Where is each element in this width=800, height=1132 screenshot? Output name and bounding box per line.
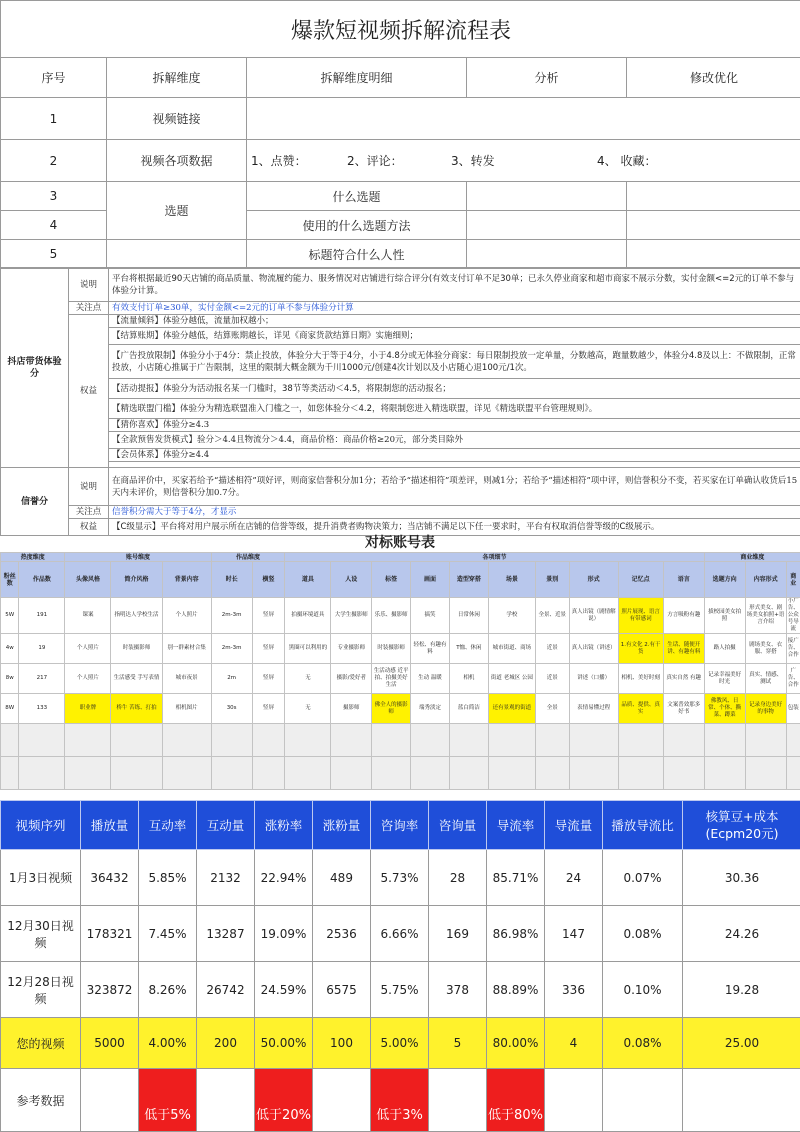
bench-cell: 相机图片 [162, 694, 211, 724]
bench-header: 内容形式 [745, 562, 786, 598]
group-work: 作品维度 [211, 553, 285, 562]
flow-header-analysis: 分析 [467, 58, 627, 98]
perf-cell: 12月28日视频 [1, 962, 81, 1018]
bench-header: 道具 [285, 562, 331, 598]
bench-cell: 竖屏 [252, 598, 285, 634]
reference-interaction-warning: 低于5% [139, 1069, 197, 1132]
reference-cell [545, 1069, 603, 1132]
bench-cell: 课案 [65, 598, 111, 634]
empty-cell[interactable] [569, 724, 618, 757]
bench-cell: 5W [1, 598, 19, 634]
bench-header: 粉丝数 [1, 562, 19, 598]
bench-cell: 8W [1, 694, 19, 724]
bench-row [1, 634, 800, 664]
rights-item: 【广告投放限制】体验分小于4分：禁止投放，体验分大于等于4分，小于4.8分或无体验分商家：每日限制投放一定单量，分数越高，跑量数越少，体验分4.8及以上：不做限制，正常投放，小店随心推属于广告限制，这里的限制大概金额为千川1000元/创建4次计划以及小店随心退100元/1次。 [109, 345, 800, 379]
your-video-cell: 5.00% [371, 1018, 429, 1069]
bench-header: 时长 [211, 562, 252, 598]
perf-cell: 2132 [197, 850, 255, 906]
empty-cell[interactable] [786, 724, 800, 757]
bench-cell: 1.有文化 2.有干货 [618, 634, 663, 664]
perf-cell: 19.28 [683, 962, 800, 1018]
empty-cell[interactable] [488, 757, 535, 790]
perf-cell: 147 [545, 906, 603, 962]
empty-cell[interactable] [411, 724, 450, 757]
flow-row-dimension [107, 240, 247, 269]
flow-header-optimize: 修改优化 [627, 58, 800, 98]
category-credit-score: 信誉分 [1, 468, 69, 536]
bench-cell: 讲述（口播） [569, 664, 618, 694]
perf-cell: 24 [545, 850, 603, 906]
empty-cell[interactable] [745, 757, 786, 790]
your-video-cell: 5000 [81, 1018, 139, 1069]
perf-cell: 5.75% [371, 962, 429, 1018]
perf-cell: 6575 [313, 962, 371, 1018]
empty-cell[interactable] [65, 724, 111, 757]
description-text: 在商品评价中，买家若给予“描述相符”项好评，则商家信誉积分加1分；若给予“描述相符”项差评，则减1分；若给予“描述相符”项中评，则信誉积分不变，若买家在订单确认收货后15天内未评价，则信誉积分加0.7分。 [109, 468, 800, 506]
empty-cell[interactable] [449, 724, 488, 757]
optimize-cell[interactable] [627, 211, 800, 240]
empty-cell[interactable] [285, 757, 331, 790]
bench-cell: 竖屏 [252, 694, 285, 724]
empty-cell[interactable] [618, 724, 663, 757]
empty-cell[interactable] [411, 757, 450, 790]
reference-cell [81, 1069, 139, 1132]
bench-cell: 无 [285, 694, 331, 724]
bench-cell: 近景 [535, 664, 569, 694]
bench-cell: 19 [19, 634, 65, 664]
perf-header: 导流率 [487, 801, 545, 850]
empty-cell[interactable] [569, 757, 618, 790]
bench-cell: 217 [19, 664, 65, 694]
flow-row-no: 4 [1, 211, 107, 240]
your-video-cell: 4.00% [139, 1018, 197, 1069]
reference-cell [313, 1069, 371, 1132]
bench-header: 简介风格 [111, 562, 162, 598]
empty-cell[interactable] [211, 724, 252, 757]
empty-cell[interactable] [65, 757, 111, 790]
bench-cell: 个人照片 [65, 634, 111, 664]
bench-cell: 时装摄影师 [111, 634, 162, 664]
empty-cell[interactable] [162, 724, 211, 757]
perf-cell: 169 [429, 906, 487, 962]
analysis-cell[interactable] [467, 182, 627, 211]
bench-cell: 城市夜景 [162, 664, 211, 694]
reference-follow-warning: 低于20% [255, 1069, 313, 1132]
bench-cell: 30s [211, 694, 252, 724]
perf-cell: 0.10% [603, 962, 683, 1018]
empty-cell[interactable] [449, 757, 488, 790]
perf-header: 咨询率 [371, 801, 429, 850]
perf-header: 播放量 [81, 801, 139, 850]
flow-row-no: 1 [1, 98, 107, 140]
bench-cell: 表情易懂过程 [569, 694, 618, 724]
perf-cell: 13287 [197, 906, 255, 962]
bench-header: 场景 [488, 562, 535, 598]
bench-cell: 191 [19, 598, 65, 634]
bench-cell: 真人出镜（讲述） [569, 634, 618, 664]
bench-header: 标签 [372, 562, 411, 598]
bench-cell: 记录幸福美好时光 [704, 664, 745, 694]
perf-cell: 26742 [197, 962, 255, 1018]
perf-cell: 336 [545, 962, 603, 1018]
bench-cell: 佛教风、日常、个体、撕菜、蹲菜 [704, 694, 745, 724]
empty-cell[interactable] [252, 724, 285, 757]
bench-cell: 文案普效那多好书 [663, 694, 704, 724]
empty-cell[interactable] [704, 757, 745, 790]
perf-cell: 0.07% [603, 850, 683, 906]
bench-cell: 真人出镜（剧情解说） [569, 598, 618, 634]
flow-row-detail: 使用的什么选题方法 [247, 211, 467, 240]
perf-header: 涨粉率 [255, 801, 313, 850]
perf-cell: 88.89% [487, 962, 545, 1018]
perf-cell: 24.26 [683, 906, 800, 962]
reference-consult-warning: 低于3% [371, 1069, 429, 1132]
rights-item: 【结算账期】体验分越低，结算账期越长，详见《商家货款结算日期》实施细则； [109, 328, 800, 345]
bench-cell: 轻松、有趣有料 [411, 634, 450, 664]
perf-cell: 323872 [81, 962, 139, 1018]
bench-header: 头像风格 [65, 562, 111, 598]
empty-cell[interactable] [786, 757, 800, 790]
flow-row-detail: 什么选题 [247, 182, 467, 211]
video-link-cell[interactable] [247, 98, 800, 140]
rules-table-section [0, 267, 800, 535]
perf-row [1, 962, 800, 1018]
analysis-cell[interactable] [467, 211, 627, 240]
perf-cell: 36432 [81, 850, 139, 906]
bench-cell: 日常休闲 [449, 598, 488, 634]
empty-cell[interactable] [162, 757, 211, 790]
empty-cell[interactable] [535, 724, 569, 757]
perf-cell: 24.59% [255, 962, 313, 1018]
your-video-cell: 4 [545, 1018, 603, 1069]
rights-item: 【流量倾斜】体验分越低，流量加权越小； [109, 315, 800, 328]
bench-cell: 生话、随便开讲、有趣有料 [663, 634, 704, 664]
bench-cell: 佛全人的摄影师 [372, 694, 411, 724]
your-video-cell: 200 [197, 1018, 255, 1069]
empty-cell[interactable] [372, 724, 411, 757]
rights-item: 【活动提报】体验分为活动报名某一门槛时，38节等类活动＜4.5，将限制您的活动报名； [109, 379, 800, 399]
bench-cell: 真实、情感、测试 [745, 664, 786, 694]
bench-row [1, 598, 800, 634]
bench-header: 选题方向 [704, 562, 745, 598]
bench-cell: 指明达人学校生活 [111, 598, 162, 634]
bench-header: 造型穿搭 [449, 562, 488, 598]
bench-header: 背景内容 [162, 562, 211, 598]
group-detail: 各项细节 [285, 553, 704, 562]
group-heat: 热度维度 [1, 553, 65, 562]
bench-cell: 相机、美好时刻 [618, 664, 663, 694]
perf-cell: 86.98% [487, 906, 545, 962]
reference-cell [683, 1069, 800, 1132]
rights-item: 【C级显示】平台将对用户展示所在店铺的信誉等级，提升消费者购物决策力；当店铺不满足以下任一要求时，平台有权取消信誉等级的C级展示。 [109, 519, 800, 536]
bench-cell: 街道 老城区 公园 [488, 664, 535, 694]
reference-cell [603, 1069, 683, 1132]
perf-cell: 0.08% [603, 906, 683, 962]
empty-cell[interactable] [285, 724, 331, 757]
flow-table-section [0, 0, 800, 267]
bench-cell: 近景 [535, 634, 569, 664]
bench-cell: 全景、近景 [535, 598, 569, 634]
your-video-row [1, 1018, 800, 1069]
empty-cell[interactable] [19, 724, 65, 757]
bench-cell: 桥牛 苦练、打拍 [111, 694, 162, 724]
empty-cell[interactable] [111, 757, 162, 790]
comments-label: 2、评论： [347, 152, 451, 169]
flow-row-no: 5 [1, 240, 107, 269]
bench-cell: 生活动感 近平拍、拍摄美好生活 [372, 664, 411, 694]
perf-cell: 85.71% [487, 850, 545, 906]
bench-cell: 学校 [488, 598, 535, 634]
optimize-cell[interactable] [627, 182, 800, 211]
reference-cell [429, 1069, 487, 1132]
description-text: 平台将根据最近90天店铺的商品质量、物流履约能力、服务情况对店铺进行综合评分(有效支付订单不足30单；已永久停业商家和超市商家不展示分数，实付金额<=2元的订单不参与体验分计算。 [109, 268, 800, 302]
bench-cell: T恤、休闲 [449, 634, 488, 664]
rules-table [0, 267, 800, 536]
bench-header: 画面 [411, 562, 450, 598]
bench-header: 人设 [331, 562, 372, 598]
focus-text: 信誉积分需大于等于4分，才显示 [109, 506, 800, 519]
bench-header: 景别 [535, 562, 569, 598]
bench-cell: 接广告、合作 [786, 634, 800, 664]
perf-cell: 5.73% [371, 850, 429, 906]
bench-cell: 摄影/爱好者 [331, 664, 372, 694]
perf-cell: 5.85% [139, 850, 197, 906]
perf-cell: 19.09% [255, 906, 313, 962]
perf-row [1, 906, 800, 962]
perf-header: 导流量 [545, 801, 603, 850]
bench-cell: 个人照片 [65, 664, 111, 694]
bench-cell: 包装 [786, 694, 800, 724]
perf-cell: 8.26% [139, 962, 197, 1018]
empty-cell[interactable] [618, 757, 663, 790]
perf-cell: 1月3日视频 [1, 850, 81, 906]
category-experience-score: 抖店带货体验分 [1, 268, 69, 468]
your-video-cell: 您的视频 [1, 1018, 81, 1069]
bench-cell: 路人拍摄 [704, 634, 745, 664]
benchmark-section [0, 535, 800, 800]
empty-cell[interactable] [704, 724, 745, 757]
sub-focus: 关注点 [69, 302, 109, 315]
performance-section [0, 800, 800, 1067]
bench-cell: 蓝白简洁 [449, 694, 488, 724]
rights-item: 【猜你喜欢】体验分≥4.3 [109, 419, 800, 432]
bench-cell: 剧场美女、衣服、穿搭 [745, 634, 786, 664]
perf-cell: 7.45% [139, 906, 197, 962]
bench-cell: 摄影师 [331, 694, 372, 724]
bench-cell: 拍摄环境道具 [285, 598, 331, 634]
bench-cell: 竖屏 [252, 664, 285, 694]
group-account: 账号维度 [65, 553, 211, 562]
perf-cell: 30.36 [683, 850, 800, 906]
rights-item: 【精选联盟门槛】体验分为精选联盟准入门槛之一，如您体验分＜4.2，将限制您进入精选联盟，详见《精选联盟平台管理规则》。 [109, 399, 800, 419]
reference-label: 参考数据 [1, 1069, 81, 1132]
your-video-cell: 5 [429, 1018, 487, 1069]
reference-cell [197, 1069, 255, 1132]
empty-cell[interactable] [745, 724, 786, 757]
bench-row [1, 664, 800, 694]
bench-cell: 时装摄影师 [372, 634, 411, 664]
empty-cell[interactable] [211, 757, 252, 790]
empty-cell[interactable] [331, 757, 372, 790]
reference-diversion-warning: 低于80% [487, 1069, 545, 1132]
bench-cell: 拔校园美女拍照 [704, 598, 745, 634]
bench-cell: 相机 [449, 664, 488, 694]
bench-cell: 端秀淡定 [411, 694, 450, 724]
bench-cell: 大学生摄影师 [331, 598, 372, 634]
flow-row-no: 2 [1, 140, 107, 182]
flow-row-no: 3 [1, 182, 107, 211]
perf-cell: 28 [429, 850, 487, 906]
bench-cell: 4w [1, 634, 19, 664]
empty-cell[interactable] [331, 724, 372, 757]
focus-text: 有效支付订单≥30单，实付金额<=2元的订单不参与体验分计算 [109, 302, 800, 315]
bench-header: 记忆点 [618, 562, 663, 598]
bench-cell: 别一群素材合集 [162, 634, 211, 664]
bench-cell: 方言吸粉有趣 [663, 598, 704, 634]
empty-cell[interactable] [488, 724, 535, 757]
bench-header: 横竖 [252, 562, 285, 598]
bench-cell: 还有景观的街道 [488, 694, 535, 724]
bench-cell: 个人照片 [162, 598, 211, 634]
bench-header: 商业 [786, 562, 800, 598]
perf-cell: 489 [313, 850, 371, 906]
flow-row-dimension: 视频链接 [107, 98, 247, 140]
perf-header: 播放导流比 [603, 801, 683, 850]
bench-cell: 竖屏 [252, 634, 285, 664]
bench-cell: 2m-3m [211, 634, 252, 664]
bench-cell: 职业牌 [65, 694, 111, 724]
bench-cell: 生动 温暖 [411, 664, 450, 694]
benchmark-title: 对标账号表 [0, 535, 800, 552]
your-video-cell: 100 [313, 1018, 371, 1069]
bench-cell: 小广告、公众号导流 [786, 598, 800, 634]
shares-label: 3、转发 [451, 152, 597, 169]
flow-row-detail: 标题符合什么人性 [247, 240, 467, 269]
empty-cell[interactable] [535, 757, 569, 790]
group-business: 商业维度 [704, 553, 800, 562]
flow-header-no: 序号 [1, 58, 107, 98]
flow-table [0, 0, 800, 269]
bench-header: 形式 [569, 562, 618, 598]
flow-header-dimension: 拆解维度 [107, 58, 247, 98]
your-video-cell: 50.00% [255, 1018, 313, 1069]
perf-header: 互动率 [139, 801, 197, 850]
empty-cell[interactable] [19, 757, 65, 790]
sub-focus: 关注点 [69, 506, 109, 519]
your-video-cell: 0.08% [603, 1018, 683, 1069]
empty-cell[interactable] [1, 757, 19, 790]
perf-cell: 22.94% [255, 850, 313, 906]
bench-cell: 黑圈可以利用的 [285, 634, 331, 664]
bench-cell: 专业摄影师 [331, 634, 372, 664]
video-stats-cell [247, 140, 800, 182]
bench-cell: 8w [1, 664, 19, 694]
sub-rights: 权益 [69, 315, 109, 468]
your-video-cell: 80.00% [487, 1018, 545, 1069]
bench-cell: 真实自然 有趣 [663, 664, 704, 694]
empty-cell[interactable] [252, 757, 285, 790]
flow-row-dimension: 视频各项数据 [107, 140, 247, 182]
perf-cell: 6.66% [371, 906, 429, 962]
empty-cell[interactable] [663, 757, 704, 790]
flow-header-detail: 拆解维度明细 [247, 58, 467, 98]
bench-cell: 2m-3m [211, 598, 252, 634]
bench-cell: 形式美女、剧场美女拍照+语言介绍 [745, 598, 786, 634]
sub-description: 说明 [69, 268, 109, 302]
empty-cell[interactable] [111, 724, 162, 757]
bench-row [1, 694, 800, 724]
benchmark-table [0, 552, 800, 790]
likes-label: 1、点赞： [251, 152, 347, 169]
bench-cell: 无 [285, 664, 331, 694]
rights-item: 【全款预售发货模式】验分＞4.4且物流分＞4.4，商品价格：商品价格≥20元，部分类目除外 [109, 432, 800, 449]
bench-cell: 城市街道、商场 [488, 634, 535, 664]
perf-header: 涨粉量 [313, 801, 371, 850]
bench-cell: 全景 [535, 694, 569, 724]
perf-header: 咨询量 [429, 801, 487, 850]
perf-header: 互动量 [197, 801, 255, 850]
empty-cell[interactable] [372, 757, 411, 790]
perf-row [1, 850, 800, 906]
performance-table [0, 800, 800, 1132]
sub-rights: 权益 [69, 519, 109, 536]
bench-cell: 搞笑 [411, 598, 450, 634]
favorites-label: 4、 收藏： [597, 152, 656, 169]
bench-cell: 生活感受 手写表情 [111, 664, 162, 694]
optimize-cell[interactable] [627, 240, 800, 269]
empty-cell[interactable] [663, 724, 704, 757]
your-video-cell: 25.00 [683, 1018, 800, 1069]
bench-cell: 记录身边美好的事物 [745, 694, 786, 724]
bench-header: 作品数 [19, 562, 65, 598]
perf-cell: 2536 [313, 906, 371, 962]
analysis-cell[interactable] [467, 240, 627, 269]
bench-cell: 广告、合作 [786, 664, 800, 694]
bench-cell: 2m [211, 664, 252, 694]
perf-header: 核算豆+成本(Ecpm20元) [683, 801, 800, 850]
bench-header: 语言 [663, 562, 704, 598]
perf-cell: 178321 [81, 906, 139, 962]
bench-cell: 照片展现、语言有带感词 [618, 598, 663, 634]
bench-cell: 乐乐、摄影师 [372, 598, 411, 634]
perf-cell: 378 [429, 962, 487, 1018]
sub-description: 说明 [69, 468, 109, 506]
flow-title: 爆款短视频拆解流程表 [1, 1, 800, 58]
empty-cell[interactable] [1, 724, 19, 757]
flow-row-dimension: 选题 [107, 182, 247, 240]
bench-cell: 品质、提供、真实 [618, 694, 663, 724]
perf-header: 视频序列 [1, 801, 81, 850]
rights-item: 【会员体系】体验分≥4.4 [109, 449, 800, 462]
perf-cell: 12月30日视频 [1, 906, 81, 962]
bench-cell: 133 [19, 694, 65, 724]
